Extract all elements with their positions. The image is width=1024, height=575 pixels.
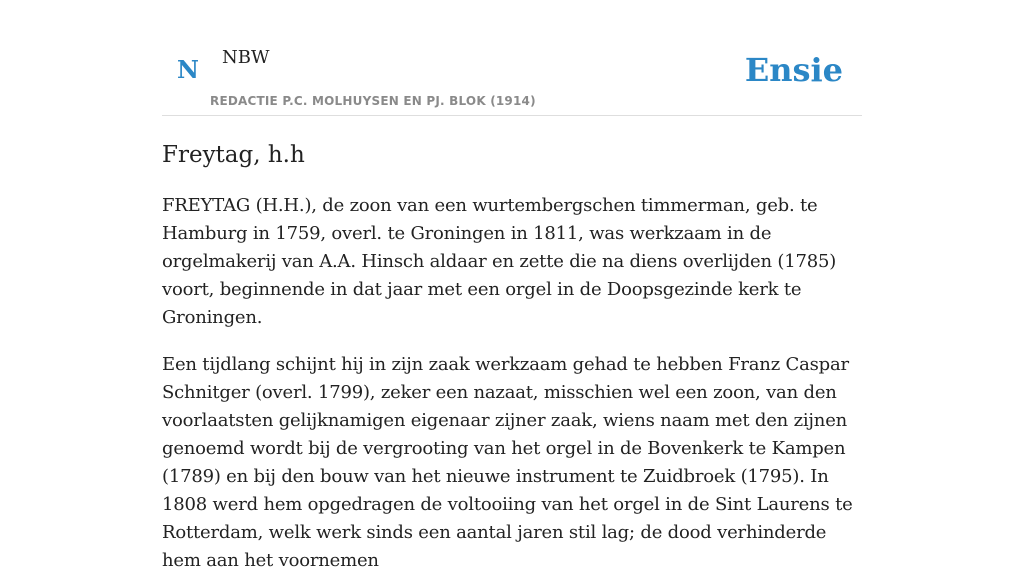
- site-header: [162, 0, 862, 116]
- source-name-link[interactable]: NBW: [222, 47, 270, 68]
- article: [162, 138, 862, 575]
- article-paragraph: Een tijdlang schijnt hij in zijn zaak werkzaam gehad te hebben Franz Caspar Schnitger (overl. 1799), zeker een nazaat, misschien wel een zoon, van den voorlaatsten gelijknamigen eigenaar zijner zaak, wiens naam met den zijnen genoemd wordt bij de vergrooting van het orgel in de Bovenkerk te Kampen (1789) en bij den bouw van het nieuwe instrument te Zuidbroek (1795). In 1808 werd hem opgedragen de voltooiing van het orgel in de Sint Laurens te Rotterdam, welk werk sinds een aantal jaren stil lag; de dood verhinderde hem aan het voornemen: [162, 354, 853, 571]
- brand-logo-link[interactable]: Ensie: [744, 51, 843, 89]
- source-subtitle: REDACTIE P.C. MOLHUYSEN EN PJ. BLOK (1914): [210, 94, 536, 108]
- article-paragraph: FREYTAG (H.H.), de zoon van een wurtembergschen timmerman, geb. te Hamburg in 1759, overl. te Groningen in 1811, was werkzaam in de orgelmakerij van A.A. Hinsch aldaar en zette die na diens overlijden (1785) voort, beginnende in dat jaar met een orgel in de Doopsgezinde kerk te Groningen.: [162, 195, 837, 328]
- article-title: Freytag, h.h: [162, 142, 305, 168]
- source-logo-icon[interactable]: N: [177, 55, 199, 84]
